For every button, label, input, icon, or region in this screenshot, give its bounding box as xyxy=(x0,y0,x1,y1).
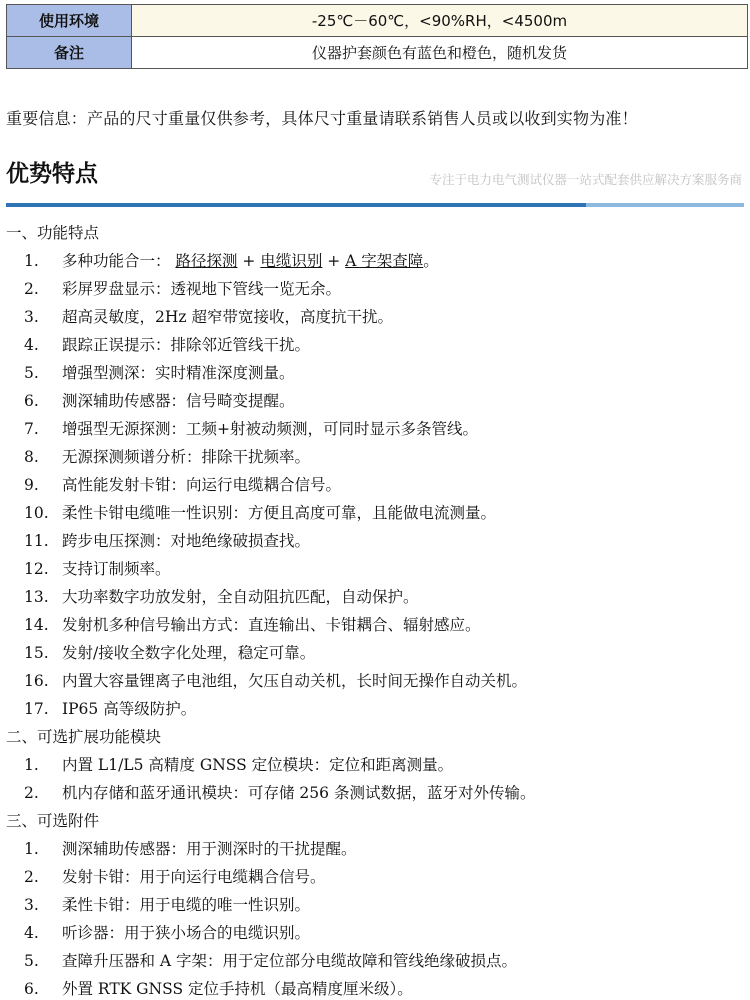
item-text: 跨步电压探测：对地绝缘破损查找。 xyxy=(62,532,311,550)
section-divider-light xyxy=(586,203,744,207)
list-item xyxy=(6,891,746,919)
list-item xyxy=(6,247,746,275)
item-number: 2. xyxy=(24,868,39,886)
item-text: 测深辅助传感器：信号畸变提醒。 xyxy=(62,392,295,410)
item-text: 支持订制频率。 xyxy=(62,560,171,578)
list-item xyxy=(6,751,746,779)
section-tagline: 专注于电力电气测试仪器一站式配套供应解决方案服务商 xyxy=(429,172,742,187)
list-item xyxy=(6,779,746,807)
list-item xyxy=(6,303,746,331)
item-number: 17. xyxy=(24,700,49,718)
spec-value-remarks: 仪器护套颜色有蓝色和橙色，随机发货 xyxy=(132,37,748,69)
spec-row-remarks xyxy=(7,37,748,69)
item-text: 机内存储和蓝牙通讯模块：可存储 256 条测试数据，蓝牙对外传输。 xyxy=(62,784,536,802)
item-text: 内置 L1/L5 高精度 GNSS 定位模块：定位和距离测量。 xyxy=(62,756,454,774)
item-number: 10. xyxy=(24,504,49,522)
feature-link-cable-identification[interactable]: 电缆识别 xyxy=(260,252,323,270)
item-tail: 。 xyxy=(423,252,439,270)
item-number: 16. xyxy=(24,672,49,690)
list-item xyxy=(6,359,746,387)
item-number: 6. xyxy=(24,392,39,410)
section-divider-dark xyxy=(6,203,586,207)
item-number: 1. xyxy=(24,756,39,774)
list-item xyxy=(6,415,746,443)
item-number: 1. xyxy=(24,252,39,270)
item-text: 听诊器：用于狭小场合的电缆识别。 xyxy=(62,924,311,942)
feature-link-path-detection[interactable]: 路径探测 xyxy=(175,252,238,270)
item-text: 增强型无源探测：工频+射被动频测，可同时显示多条管线。 xyxy=(62,420,478,438)
item-text: 柔性卡钳：用于电缆的唯一性识别。 xyxy=(62,896,311,914)
item-text: 查障升压器和 A 字架：用于定位部分电缆故障和管线绝缘破损点。 xyxy=(62,952,518,970)
item-number: 11. xyxy=(24,532,49,550)
item-text: 发射卡钳：用于向运行电缆耦合信号。 xyxy=(62,868,326,886)
item-text: IP65 高等级防护。 xyxy=(62,700,197,718)
item-number: 2. xyxy=(24,784,39,802)
list-item xyxy=(6,639,746,667)
spec-label-remarks: 备注 xyxy=(7,37,132,69)
item-text: 无源探测频谱分析：排除干扰频率。 xyxy=(62,448,311,466)
spec-table xyxy=(6,4,748,69)
item-number: 3. xyxy=(24,896,39,914)
item-lead: 多种功能合一： xyxy=(62,252,171,270)
list-item xyxy=(6,331,746,359)
item-text: 柔性卡钳电缆唯一性识别：方便且高度可靠，且能做电流测量。 xyxy=(62,504,497,522)
list-item xyxy=(6,947,746,975)
item-number: 5. xyxy=(24,952,39,970)
list-item xyxy=(6,471,746,499)
item-number: 6. xyxy=(24,980,39,998)
feature-link-a-frame-fault-finding[interactable]: A 字架查障 xyxy=(345,252,424,270)
item-text: 发射/接收全数字化处理，稳定可靠。 xyxy=(62,644,316,662)
group-heading-features: 一、功能特点 xyxy=(6,224,100,242)
item-text: 增强型测深：实时精准深度测量。 xyxy=(62,364,295,382)
item-text: 高性能发射卡钳：向运行电缆耦合信号。 xyxy=(62,476,342,494)
item-number: 3. xyxy=(24,308,39,326)
list-item xyxy=(6,443,746,471)
item-number: 9. xyxy=(24,476,39,494)
item-number: 7. xyxy=(24,420,39,438)
item-number: 4. xyxy=(24,924,39,942)
item-text: 超高灵敏度，2Hz 超窄带宽接收，高度抗干扰。 xyxy=(62,308,393,326)
list-item xyxy=(6,499,746,527)
list-item xyxy=(6,387,746,415)
list-item xyxy=(6,527,746,555)
list-item xyxy=(6,863,746,891)
item-text: 外置 RTK GNSS 定位手持机（最高精度厘米级）。 xyxy=(62,980,413,998)
list-item xyxy=(6,919,746,947)
plus-separator: + xyxy=(322,252,346,270)
item-text xyxy=(62,247,439,275)
plus-separator: + xyxy=(237,252,261,270)
group-heading-optional-accessories: 三、可选附件 xyxy=(6,812,100,830)
item-text: 大功率数字功放发射，全自动阻抗匹配，自动保护。 xyxy=(62,588,419,606)
list-item xyxy=(6,975,746,1000)
item-text: 测深辅助传感器：用于测深时的干扰提醒。 xyxy=(62,840,357,858)
list-item xyxy=(6,275,746,303)
group-heading-optional-modules: 二、可选扩展功能模块 xyxy=(6,728,162,746)
feature-list xyxy=(6,219,746,1000)
spec-row-environment xyxy=(7,5,748,37)
section-title: 优势特点 xyxy=(6,161,98,187)
item-text: 跟踪正误提示：排除邻近管线干扰。 xyxy=(62,336,311,354)
item-text: 内置大容量锂离子电池组，欠压自动关机，长时间无操作自动关机。 xyxy=(62,672,528,690)
item-number: 8. xyxy=(24,448,39,466)
item-number: 4. xyxy=(24,336,39,354)
item-number: 12. xyxy=(24,560,49,578)
spec-label-environment: 使用环境 xyxy=(7,5,132,37)
list-item xyxy=(6,555,746,583)
spec-value-environment: -25℃－60℃，<90%RH，<4500m xyxy=(132,5,748,37)
item-number: 1. xyxy=(24,840,39,858)
item-number: 13. xyxy=(24,588,49,606)
item-number: 2. xyxy=(24,280,39,298)
important-notice: 重要信息：产品的尺寸重量仅供参考，具体尺寸重量请联系销售人员或以收到实物为准！ xyxy=(6,109,638,128)
item-number: 5. xyxy=(24,364,39,382)
list-item xyxy=(6,667,746,695)
item-text: 发射机多种信号输出方式：直连输出、卡钳耦合、辐射感应。 xyxy=(62,616,481,634)
list-item xyxy=(6,835,746,863)
item-number: 14. xyxy=(24,616,49,634)
list-item xyxy=(6,583,746,611)
list-item xyxy=(6,695,746,723)
list-item xyxy=(6,611,746,639)
item-number: 15. xyxy=(24,644,49,662)
item-text: 彩屏罗盘显示：透视地下管线一览无余。 xyxy=(62,280,342,298)
